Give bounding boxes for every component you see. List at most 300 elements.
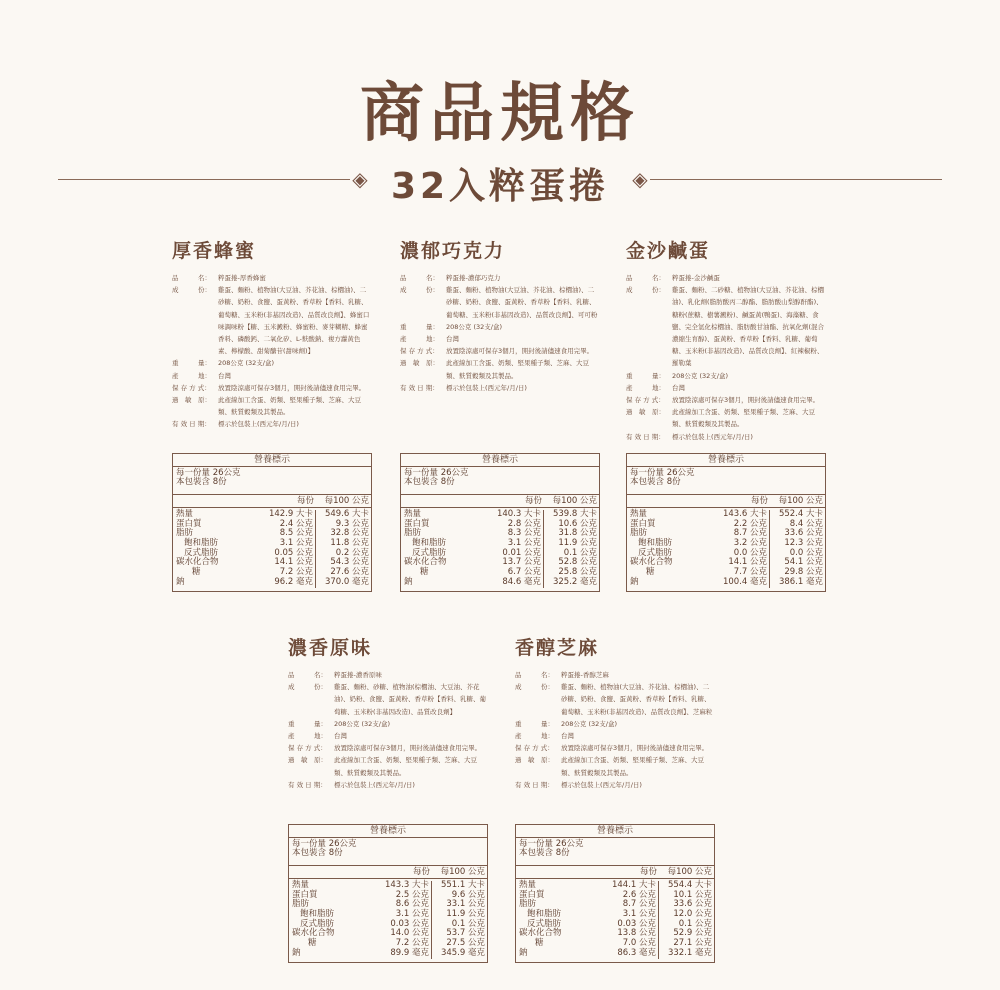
nutrient-per-100g: 12.3 公克 — [784, 538, 823, 549]
spec-value: 雞蛋、麵粉、植物油(大豆油、芥花油、棕櫚油)、二砂糖、奶粉、食鹽、蛋黃粉、香草粉【香料、乳糖、葡萄糖、玉米粉(非基因改造)、品質改良劑】、可可粉 — [446, 286, 598, 319]
servings-per-package: 本包裝含 8份 — [292, 848, 343, 859]
spec-value: 208公克 (32支/盒) — [218, 359, 275, 368]
nutrient-name: 熱量 — [176, 509, 194, 519]
spec-row-origin — [515, 730, 715, 742]
column-per-100g: 每100 公克 — [440, 867, 485, 877]
spec-value: 標示於包裝上(西元年/月/日) — [334, 780, 415, 789]
nutrient-name: 鈉 — [519, 947, 528, 958]
column-spacer — [289, 866, 360, 878]
nutrient-per-100g: 29.8 公克 — [784, 567, 823, 578]
spec-value: 粹蛋捲-厚香蜂蜜 — [218, 274, 266, 282]
diamond-ornament-icon: ◈ — [352, 167, 368, 191]
nutrient-per-100g: 53.7 公克 — [446, 928, 485, 939]
nutrient-name: 熱量 — [404, 509, 422, 519]
spec-value: 此產線加工含蛋、奶類、堅果種子類、芝麻、大豆類、麩質穀類及其製品。 — [672, 408, 815, 429]
spec-label: 過 敏 原： — [515, 756, 554, 765]
nutrient-per-100g: 27.1 公克 — [673, 938, 712, 949]
nutrient-name: 反式脂肪 — [527, 918, 562, 929]
spec-row-storage — [626, 394, 826, 406]
spec-row-name — [515, 669, 715, 681]
nutrient-name: 反式脂肪 — [300, 918, 335, 929]
spec-row-expiry — [626, 431, 826, 443]
spec-value: 此產線加工含蛋、奶類、堅果種子類、芝麻、大豆類、麩質穀類及其製品。 — [446, 359, 589, 380]
spec-label: 有 效 日 期： — [400, 383, 439, 392]
nutrient-per-100g: 33.6 公克 — [673, 899, 712, 910]
spec-row-allergen — [626, 406, 826, 430]
nutrient-name: 脂肪 — [630, 528, 648, 539]
nutrient-per-100g: 10.1 公克 — [673, 889, 712, 900]
spec-value: 放置陰涼處可保存3個月，開封後請儘速食用完畢。 — [334, 744, 482, 753]
nutrient-per-serving: 143.3 大卡 — [360, 881, 432, 891]
nutrient-name: 反式脂肪 — [638, 547, 673, 558]
column-headers — [173, 494, 371, 507]
nutrient-name: 碳水化合物 — [176, 557, 219, 568]
nutrient-name: 糖 — [420, 567, 429, 578]
nutrient-per-serving: 144.1 大卡 — [587, 881, 659, 891]
spec-row-storage — [172, 382, 372, 394]
column-per-serving: 每份 — [750, 496, 768, 506]
nutrient-per-100g: 25.8 公克 — [558, 567, 597, 578]
column-headers — [401, 494, 599, 507]
nutrient-name: 碳水化合物 — [630, 557, 673, 568]
nutrient-per-100g: 325.2 毫克 — [552, 576, 597, 587]
spec-row-storage — [515, 742, 715, 754]
nutrient-per-serving: 8.7 公克 — [698, 529, 770, 539]
spec-value: 台灣 — [561, 732, 574, 741]
nutrient-per-serving: 7.7 公克 — [698, 568, 770, 578]
spec-value: 台灣 — [446, 335, 459, 344]
column-per-serving: 每份 — [412, 867, 430, 877]
nutrient-name: 鈉 — [292, 947, 301, 958]
spec-label: 重 量： — [626, 371, 665, 380]
spec-value: 此產線加工含蛋、奶類、堅果種子類、芝麻、大豆類、麩質穀類及其製品。 — [561, 756, 704, 777]
nutrient-name: 鈉 — [176, 576, 185, 587]
spec-value: 此產線加工含蛋、奶類、堅果種子類、芝麻、大豆類、麩質穀類及其製品。 — [218, 396, 361, 417]
nutrient-per-100g: 10.6 公克 — [558, 518, 597, 529]
nutrient-per-serving: 0.03 公克 — [360, 920, 432, 930]
spec-row-allergen — [400, 357, 600, 381]
product-name: 香醇芝麻 — [515, 637, 600, 659]
nutrient-per-100g: 31.8 公克 — [558, 528, 597, 539]
spec-row-storage — [400, 345, 600, 357]
nutrient-per-100g: 551.1 大卡 — [440, 880, 485, 890]
nutrient-per-serving: 3.1 公克 — [472, 539, 544, 549]
nutrient-per-serving: 142.9 大卡 — [244, 510, 316, 520]
nutrient-per-100g: 332.1 毫克 — [667, 947, 712, 958]
spec-value: 粹蛋捲-香醇芝麻 — [561, 671, 609, 679]
spec-label: 重 量： — [172, 359, 211, 368]
nutrient-per-serving: 86.3 毫克 — [587, 949, 659, 959]
nutrient-per-100g: 386.1 毫克 — [778, 576, 823, 587]
spec-row-weight — [515, 718, 715, 730]
column-headers — [289, 865, 487, 878]
column-per-100g: 每100 公克 — [667, 867, 712, 877]
nutrient-per-100g: 27.5 公克 — [446, 938, 485, 949]
spec-value: 標示於包裝上(西元年/月/日) — [446, 383, 527, 392]
spec-row-allergen — [288, 754, 488, 778]
nutrient-name: 脂肪 — [176, 528, 194, 539]
spec-row-weight — [288, 718, 488, 730]
servings-per-package: 本包裝含 8份 — [519, 848, 570, 859]
nutrient-per-serving: 89.9 毫克 — [360, 949, 432, 959]
nutrient-name: 碳水化合物 — [292, 928, 335, 939]
spec-label: 保 存 方 式： — [400, 347, 439, 356]
nutrient-per-100g: 11.9 公克 — [558, 538, 597, 549]
nutrient-per-serving: 7.2 公克 — [360, 939, 432, 949]
serving-size: 每一份量 26公克 — [519, 839, 584, 849]
nutrient-per-100g: 54.3 公克 — [330, 557, 369, 568]
nutrient-per-100g: 11.9 公克 — [446, 909, 485, 920]
spec-value: 雞蛋、麵粉、砂糖、植物油(棕櫚油、大豆油、芥花油)、奶粉、食鹽、蛋黃粉、香草粉【香料、乳糖、葡萄糖、玉米粉(非基因改造)、品質改良劑】 — [334, 683, 487, 716]
spec-row-expiry — [400, 382, 600, 394]
nutrient-per-100g: 33.1 公克 — [446, 899, 485, 910]
spec-label: 有 效 日 期： — [172, 420, 211, 429]
column-per-serving: 每份 — [296, 496, 314, 506]
nutrition-row — [516, 949, 714, 959]
nutrient-per-serving: 8.7 公克 — [587, 900, 659, 910]
nutrient-per-100g: 8.4 公克 — [789, 518, 823, 529]
nutrient-name: 飽和脂肪 — [412, 538, 447, 549]
nutrient-per-serving: 100.4 毫克 — [698, 578, 770, 588]
spec-row-origin — [288, 730, 488, 742]
nutrient-name: 碳水化合物 — [519, 928, 562, 939]
nutrient-per-100g: 12.0 公克 — [673, 909, 712, 920]
spec-label: 產 地： — [288, 732, 327, 741]
column-headers — [516, 865, 714, 878]
spec-list — [515, 669, 715, 791]
spec-label: 過 敏 原： — [626, 408, 665, 417]
spec-value: 208公克 (32支/盒) — [561, 719, 618, 728]
nutrient-name: 脂肪 — [404, 528, 422, 539]
spec-value: 雞蛋、麵粉、二砂糖、植物油(大豆油、芥花油、棕櫚油)、乳化劑(脂肪酸丙二醇酯、脂肪酸山梨醇酐酯)、糖粉(蔗糖、樹薯澱粉)、鹹蛋黃(鴨蛋)、海藻糖、食鹽、完全氫化棕櫚油、脂肪酸甘油酯、抗氧化劑(混合濃縮生育醇)、蛋黃粉、香草粉【香料、乳糖、葡萄糖、玉米粉(非基因改造)、品質改良劑】、紅辣椒粉、羅勒葉 — [672, 286, 825, 368]
nutrient-per-100g: 27.6 公克 — [330, 567, 369, 578]
spec-row-ingredients — [172, 284, 372, 357]
column-per-serving: 每份 — [524, 496, 542, 506]
nutrient-per-serving: 6.7 公克 — [472, 568, 544, 578]
column-spacer — [516, 866, 587, 878]
nutrient-name: 反式脂肪 — [412, 547, 447, 558]
product-name: 濃郁巧克力 — [400, 240, 506, 262]
nutrient-per-100g: 552.4 大卡 — [778, 509, 823, 519]
nutrient-per-serving: 8.6 公克 — [360, 900, 432, 910]
nutrition-rows — [627, 507, 825, 591]
nutrient-per-100g: 9.6 公克 — [451, 889, 485, 900]
nutrient-per-serving: 14.1 公克 — [698, 558, 770, 568]
nutrient-per-serving: 8.5 公克 — [244, 529, 316, 539]
spec-value: 208公克 (32支/盒) — [446, 322, 503, 331]
spec-row-name — [626, 272, 826, 284]
spec-list — [172, 272, 372, 431]
nutrition-facts-table — [288, 824, 488, 963]
spec-row-name — [400, 272, 600, 284]
nutrient-name: 蛋白質 — [292, 889, 318, 900]
spec-label: 有 效 日 期： — [288, 780, 327, 789]
nutrient-name: 鈉 — [630, 576, 639, 587]
spec-value: 台灣 — [218, 371, 231, 380]
nutrient-per-serving: 0.03 公克 — [587, 920, 659, 930]
product-spec-block — [288, 633, 488, 791]
spec-value: 粹蛋捲-濃郁巧克力 — [446, 274, 501, 282]
nutrient-per-serving: 2.2 公克 — [698, 520, 770, 530]
spec-label: 重 量： — [400, 322, 439, 331]
spec-value: 台灣 — [672, 383, 685, 392]
nutrient-per-100g: 0.2 公克 — [335, 547, 369, 558]
spec-label: 產 地： — [515, 732, 554, 741]
spec-row-expiry — [288, 779, 488, 791]
nutrient-per-100g: 345.9 毫克 — [440, 947, 485, 958]
nutrient-name: 飽和脂肪 — [638, 538, 673, 549]
spec-label: 產 地： — [172, 371, 211, 380]
nutrient-name: 糖 — [308, 938, 317, 949]
nutrient-per-serving: 2.6 公克 — [587, 891, 659, 901]
spec-label: 保 存 方 式： — [172, 383, 211, 392]
spec-value: 放置陰涼處可保存3個月，開封後請儘速食用完畢。 — [672, 396, 820, 405]
nutrient-per-serving: 13.8 公克 — [587, 929, 659, 939]
nutrient-per-serving: 3.1 公克 — [587, 910, 659, 920]
nutrient-per-100g: 370.0 毫克 — [324, 576, 369, 587]
nutrition-rows — [289, 878, 487, 962]
spec-row-storage — [288, 742, 488, 754]
serving-size: 每一份量 26公克 — [292, 839, 357, 849]
nutrition-header: 營養標示 — [627, 454, 825, 467]
nutrition-facts-table — [515, 824, 715, 963]
nutrient-per-serving: 14.1 公克 — [244, 558, 316, 568]
nutrient-per-100g: 0.1 公克 — [451, 918, 485, 929]
nutrient-name: 脂肪 — [519, 899, 537, 910]
spec-row-expiry — [515, 779, 715, 791]
nutrient-per-serving: 0.05 公克 — [244, 549, 316, 559]
spec-label: 過 敏 原： — [172, 396, 211, 405]
spec-row-ingredients — [626, 284, 826, 369]
spec-label: 成 份： — [626, 286, 665, 295]
spec-value: 台灣 — [334, 732, 347, 741]
nutrient-per-100g: 52.8 公克 — [558, 557, 597, 568]
spec-value: 標示於包裝上(西元年/月/日) — [672, 432, 753, 441]
serving-info — [289, 838, 487, 865]
nutrient-per-serving: 7.2 公克 — [244, 568, 316, 578]
serving-info — [401, 467, 599, 494]
nutrition-row — [289, 949, 487, 959]
spec-value: 標示於包裝上(西元年/月/日) — [561, 780, 642, 789]
nutrient-per-serving: 0.01 公克 — [472, 549, 544, 559]
product-subtitle: 32入粹蛋捲 — [390, 166, 610, 207]
nutrient-per-100g: 539.8 大卡 — [552, 509, 597, 519]
nutrition-header: 營養標示 — [401, 454, 599, 467]
nutrient-per-serving: 2.5 公克 — [360, 891, 432, 901]
spec-list — [626, 272, 826, 443]
spec-list — [400, 272, 600, 394]
nutrient-per-100g: 32.8 公克 — [330, 528, 369, 539]
spec-label: 保 存 方 式： — [626, 396, 665, 405]
product-spec-block — [515, 633, 715, 791]
nutrition-rows — [516, 878, 714, 962]
spec-row-ingredients — [288, 681, 488, 718]
nutrient-per-100g: 54.1 公克 — [784, 557, 823, 568]
nutrient-per-serving: 140.3 大卡 — [472, 510, 544, 520]
spec-row-name — [288, 669, 488, 681]
spec-label: 品 名： — [288, 671, 327, 679]
nutrient-per-100g: 0.1 公克 — [678, 918, 712, 929]
spec-row-ingredients — [515, 681, 715, 718]
product-spec-block — [400, 236, 600, 394]
nutrient-name: 蛋白質 — [630, 518, 656, 529]
spec-label: 品 名： — [515, 671, 554, 679]
spec-label: 成 份： — [288, 683, 327, 692]
spec-row-name — [172, 272, 372, 284]
servings-per-package: 本包裝含 8份 — [176, 477, 227, 488]
nutrition-row — [173, 578, 371, 588]
spec-label: 重 量： — [288, 719, 327, 728]
nutrient-name: 鈉 — [404, 576, 413, 587]
subtitle-row — [58, 160, 942, 207]
spec-row-allergen — [172, 394, 372, 418]
column-per-serving: 每份 — [639, 867, 657, 877]
nutrient-name: 蛋白質 — [176, 518, 202, 529]
spec-value: 雞蛋、麵粉、植物油(大豆油、芥花油、棕櫚油)、二砂糖、奶粉、食鹽、蛋黃粉、香草粉【香料、乳糖、葡萄糖、玉米粉(非基因改造)、品質改良劑】、蜂蜜口味調味粉【糖、玉米澱粉、蜂蜜粉、麥芽糊精、蜂蜜香料、磷酸鈣、二氧化矽、L-麩酸鈉、複方蘿黃色素、檸檬酸、甜菊醣苷(甜味劑)】 — [218, 286, 370, 356]
nutrient-name: 脂肪 — [292, 899, 310, 910]
divider-line-right — [650, 179, 942, 180]
nutrition-facts-table — [172, 453, 372, 592]
nutrition-header: 營養標示 — [289, 825, 487, 838]
spec-row-ingredients — [400, 284, 600, 321]
nutrient-name: 熱量 — [519, 880, 537, 890]
spec-row-expiry — [172, 418, 372, 430]
spec-row-origin — [626, 382, 826, 394]
nutrition-facts-table — [626, 453, 826, 592]
nutrition-header: 營養標示 — [173, 454, 371, 467]
servings-per-package: 本包裝含 8份 — [630, 477, 681, 488]
spec-label: 成 份： — [400, 286, 439, 295]
nutrient-per-serving: 14.0 公克 — [360, 929, 432, 939]
nutrition-row — [627, 578, 825, 588]
spec-label: 過 敏 原： — [400, 359, 439, 368]
nutrition-header: 營養標示 — [516, 825, 714, 838]
nutrient-per-serving: 96.2 毫克 — [244, 578, 316, 588]
spec-value: 208公克 (32支/盒) — [334, 719, 391, 728]
serving-info — [173, 467, 371, 494]
column-spacer — [627, 495, 698, 507]
nutrition-rows — [401, 507, 599, 591]
nutrient-per-serving: 0.0 公克 — [698, 549, 770, 559]
product-name: 濃香原味 — [288, 637, 373, 659]
divider-line-left — [58, 179, 350, 180]
spec-label: 成 份： — [515, 683, 554, 692]
spec-row-allergen — [515, 754, 715, 778]
spec-row-weight — [400, 321, 600, 333]
nutrition-rows — [173, 507, 371, 591]
nutrient-per-100g: 52.9 公克 — [673, 928, 712, 939]
column-headers — [627, 494, 825, 507]
nutrient-name: 糖 — [535, 938, 544, 949]
column-spacer — [401, 495, 472, 507]
nutrient-name: 碳水化合物 — [404, 557, 447, 568]
spec-value: 標示於包裝上(西元年/月/日) — [218, 420, 299, 429]
spec-list — [288, 669, 488, 791]
spec-value: 208公克 (32支/盒) — [672, 371, 729, 380]
nutrient-per-serving: 2.8 公克 — [472, 520, 544, 530]
page-title: 商品規格 — [360, 77, 640, 151]
spec-label: 有 效 日 期： — [626, 432, 665, 441]
nutrient-name: 蛋白質 — [519, 889, 545, 900]
nutrient-per-100g: 0.0 公克 — [789, 547, 823, 558]
spec-row-origin — [172, 370, 372, 382]
product-name: 金沙鹹蛋 — [626, 240, 711, 262]
nutrient-per-serving: 8.3 公克 — [472, 529, 544, 539]
column-per-100g: 每100 公克 — [324, 496, 369, 506]
nutrient-per-serving: 3.1 公克 — [244, 539, 316, 549]
nutrient-name: 飽和脂肪 — [184, 538, 219, 549]
spec-value: 放置陰涼處可保存3個月，開封後請儘速食用完畢。 — [561, 744, 709, 753]
serving-info — [516, 838, 714, 865]
spec-value: 粹蛋捲-金沙鹹蛋 — [672, 274, 720, 282]
serving-info — [627, 467, 825, 494]
spec-label: 品 名： — [626, 274, 665, 282]
nutrient-name: 蛋白質 — [404, 518, 430, 529]
spec-value: 放置陰涼處可保存3個月，開封後請儘速食用完畢。 — [218, 383, 366, 392]
nutrition-row — [401, 578, 599, 588]
nutrient-name: 糖 — [646, 567, 655, 578]
serving-size: 每一份量 26公克 — [176, 468, 241, 478]
nutrient-per-serving: 2.4 公克 — [244, 520, 316, 530]
nutrient-per-serving: 13.7 公克 — [472, 558, 544, 568]
column-spacer — [173, 495, 244, 507]
product-spec-block — [626, 236, 826, 443]
nutrition-facts-table — [400, 453, 600, 592]
spec-value: 此產線加工含蛋、奶類、堅果種子類、芝麻、大豆類、麩質穀類及其製品。 — [334, 756, 477, 777]
nutrient-per-100g: 11.8 公克 — [330, 538, 369, 549]
nutrient-per-serving: 7.0 公克 — [587, 939, 659, 949]
spec-row-weight — [172, 357, 372, 369]
nutrient-name: 飽和脂肪 — [300, 909, 335, 920]
nutrient-per-serving: 143.6 大卡 — [698, 510, 770, 520]
spec-value: 雞蛋、麵粉、植物油(大豆油、芥花油、棕櫚油)、二砂糖、奶粉、食鹽、蛋黃粉、香草粉【香料、乳糖、葡萄糖、玉米粉(非基因改造)、品質改良劑】、芝麻粒 — [561, 683, 713, 716]
diamond-ornament-icon: ◈ — [632, 167, 648, 191]
spec-label: 品 名： — [172, 274, 211, 282]
nutrient-name: 反式脂肪 — [184, 547, 219, 558]
nutrient-per-100g: 549.6 大卡 — [324, 509, 369, 519]
nutrient-name: 糖 — [192, 567, 201, 578]
product-spec-block — [172, 236, 372, 431]
column-per-100g: 每100 公克 — [552, 496, 597, 506]
serving-size: 每一份量 26公克 — [404, 468, 469, 478]
spec-row-weight — [626, 370, 826, 382]
spec-label: 保 存 方 式： — [288, 744, 327, 753]
nutrient-per-100g: 9.3 公克 — [335, 518, 369, 529]
nutrient-name: 飽和脂肪 — [527, 909, 562, 920]
nutrient-per-serving: 3.2 公克 — [698, 539, 770, 549]
nutrient-per-100g: 33.6 公克 — [784, 528, 823, 539]
column-per-100g: 每100 公克 — [778, 496, 823, 506]
spec-label: 有 效 日 期： — [515, 780, 554, 789]
spec-label: 過 敏 原： — [288, 756, 327, 765]
spec-label: 品 名： — [400, 274, 439, 282]
spec-label: 產 地： — [626, 383, 665, 392]
spec-label: 產 地： — [400, 335, 439, 344]
nutrient-name: 熱量 — [630, 509, 648, 519]
nutrient-per-serving: 3.1 公克 — [360, 910, 432, 920]
nutrient-per-100g: 0.1 公克 — [563, 547, 597, 558]
servings-per-package: 本包裝含 8份 — [404, 477, 455, 488]
spec-value: 粹蛋捲-濃香原味 — [334, 671, 382, 679]
spec-value: 放置陰涼處可保存3個月，開封後請儘速食用完畢。 — [446, 347, 594, 356]
product-name: 厚香蜂蜜 — [172, 240, 257, 262]
nutrient-per-100g: 554.4 大卡 — [667, 880, 712, 890]
spec-label: 重 量： — [515, 719, 554, 728]
spec-row-origin — [400, 333, 600, 345]
spec-label: 成 份： — [172, 286, 211, 295]
nutrient-name: 熱量 — [292, 880, 310, 890]
nutrient-per-serving: 84.6 毫克 — [472, 578, 544, 588]
